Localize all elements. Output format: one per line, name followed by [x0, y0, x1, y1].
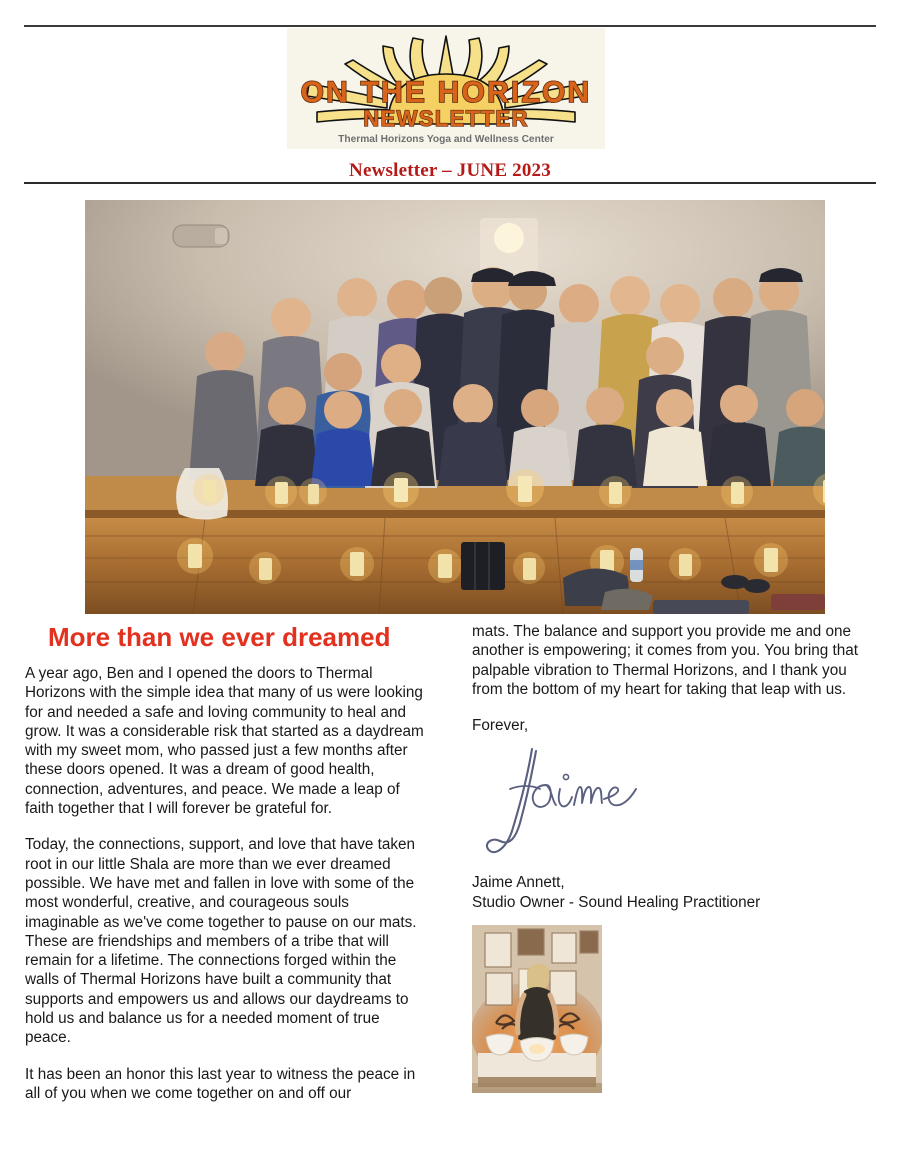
logo-title-line1: ON THE HORIZON	[300, 76, 592, 109]
article-paragraph: A year ago, Ben and I opened the doors to Thermal Horizons with the simple idea that many of us were looking for and needed a safe and loving community to heal and grow. It was a considerable risk that started as a daydream with my sweet mom, who passed just a few months after these doors opened. It was a dream of good health, connection, adventures, and peace. We made a leap of faith together that I will forever be grateful for.	[25, 665, 424, 818]
article-paragraph: mats. The balance and support you provide me and one another is empowering; it comes from you. You bring that palpable vibration to Thermal Horizons, and I thank you from the bottom of my heart for taking that leap with us.	[472, 623, 859, 698]
studio-photo-artwork	[472, 925, 602, 1093]
candle	[193, 474, 225, 506]
author-name: Jaime Annett,	[472, 874, 565, 892]
article-paragraph: Today, the connections, support, and love that have taken root in our little Shala are more than we ever dreamed possible. We have met and fallen in love with some of the most wonderful, creative, and courageous souls imaginable as we've come together to pause on our mats. These are friendships and members of a tribe that will remain for a lifetime. The connections forged within the walls of Thermal Horizons have built a community that supports and empowers us and allows our daydreams to hold us and balance us for a needed moment of true peace.	[25, 836, 417, 1047]
logo-tagline: Thermal Horizons Yoga and Wellness Center	[338, 134, 554, 145]
article-column-right	[472, 622, 872, 1093]
article-paragraph: It has been an honor this last year to witness the peace in all of you when we come together on and off our	[25, 1065, 416, 1102]
group-photo	[85, 200, 825, 614]
header-rule-top	[24, 25, 876, 27]
sign-off-text: Forever,	[472, 717, 529, 735]
logo-artwork	[287, 28, 605, 149]
issue-date-line: Newsletter – JUNE 2023	[349, 160, 551, 181]
group-photo-artwork	[85, 200, 825, 614]
signature-artwork	[480, 745, 650, 865]
logo-title-line2: NEWSLETTER	[363, 106, 529, 131]
masthead	[0, 0, 900, 184]
article-content	[0, 622, 900, 1165]
author-attribution	[472, 873, 872, 912]
article-headline: More than we ever dreamed	[48, 622, 391, 652]
author-role: Studio Owner - Sound Healing Practitioner	[472, 893, 761, 911]
article-column-left	[25, 622, 425, 1103]
header-rule-bottom	[24, 182, 876, 184]
signature-image	[480, 745, 650, 865]
newsletter-logo	[287, 28, 605, 149]
studio-owner-photo	[472, 925, 602, 1093]
